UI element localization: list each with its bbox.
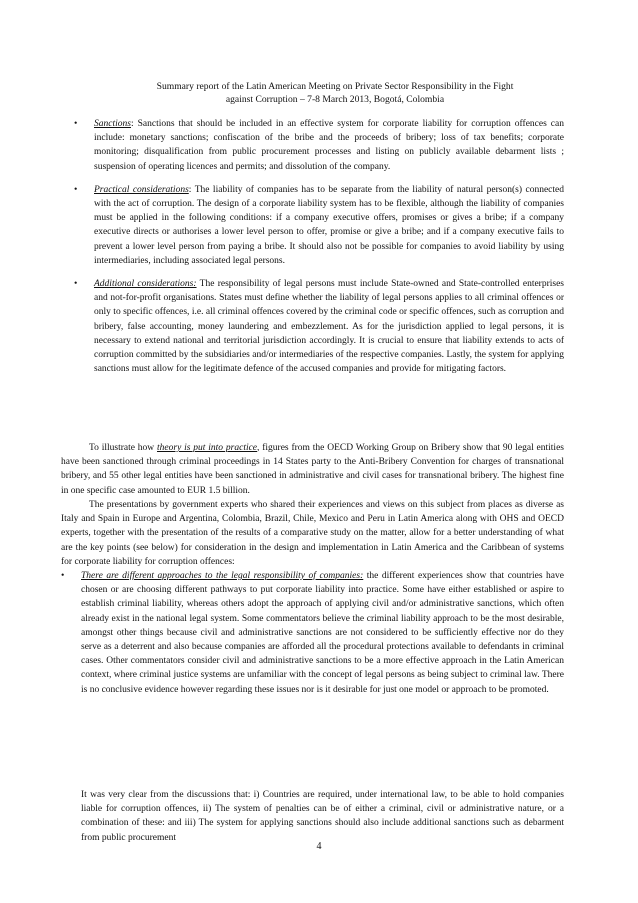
list-item: [61, 569, 564, 697]
list-item-lead: Additional considerations:: [94, 279, 197, 290]
list-item-text: The responsibility of legal persons must include State-owned and State-controlled enterprises and not-for-profit organisations. States must define whether the liability of legal persons applies to all criminal offences or only to specific offences, i.e. all criminal offences covered by the criminal code or specific offences, such as corruption and bribery, false accounting, money laundering and embezzlement. As for the jurisdiction applied to legal persons, it is necessary to extend national and territorial jurisdiction accordingly. It is crucial to ensure that liability extends to acts of corruption committed by the subsidiaries and/or intermediaries of the respective companies. Lastly, the system for applying sanctions must allow for the legitimate defence of the accused companies and provide for mitigating factors.: [94, 279, 565, 375]
header-line-1: Summary report of the Latin American Meeting on Private Sector Responsibility in the Fight: [156, 81, 514, 92]
header-line-2: against Corruption – 7-8 March 2013, Bogotá, Colombia: [225, 94, 445, 105]
list-item-lead: There are different approaches to the legal responsibility of companies:: [81, 571, 364, 581]
list-item-text: the different experiences show that countries have chosen or are choosing different pathways to put corporate liability into practice. Some have either established or aspire to establish criminal liability, whereas others adopt the approach of applying civil and/or administrative sanctions, which often already exist in the national legal system. Some commentators believe the criminal liability approach to be the most desirable, amongst other things because civil and administrative sanctions are not considered to be sufficiently effective nor do they serve as a deterrent and also because companies are afforded all the procedural protections available to defendants in criminal cases. Other commentators consider civil and administrative sanctions to be a more effective approach in the Latin American context, where criminal justice systems are unfamiliar with the concept of legal persons as being subject to criminal law. There is no conclusive evidence however regarding these issues nor is it desirable for just one model or approach to be promoted.: [81, 571, 564, 695]
paragraph-discussion-summary: It was very clear from the discussions that: i) Countries are required, under international law, to be able to hold companies liable for corruption offences, ii) The system of penalties can be of either a criminal, civil or administrative nature, or a combination of these: and iii) The system for applying sanctions should also include additional sanctions such as debarment from public procurement: [81, 790, 564, 843]
list-item-text: : Sanctions that should be included in an effective system for corporate liability for corruption offences can include: monetary sanctions; confiscation of the bribe and the proceeds of bribery; loss of tax benefits; corporate monitoring; disqualification from public procurement processes and listing on publicly available debarment lists ; suspension of operating licences and permits; and dissolution of the company.: [94, 119, 564, 172]
list-item: [74, 277, 564, 376]
bullet-icon: •: [74, 279, 78, 290]
considerations-list: [74, 117, 564, 385]
list-item-lead: Practical considerations: [94, 184, 189, 195]
bullet-icon: •: [74, 119, 78, 129]
list-item: [74, 117, 564, 174]
list-item: [74, 183, 564, 268]
page-number: 4: [316, 841, 322, 852]
list-item-lead: Sanctions: [94, 119, 131, 129]
report-header: [60, 80, 580, 106]
bullet-icon: •: [61, 571, 65, 581]
list-item-text: : The liability of companies has to be separate from the liability of natural person(s) connected with the act of corruption. The design of a corporate liability system has to be flexible, although the liability of companies must be applied in the following conditions: if a company executive offers, promises or gives a bribe; if a company executive directs or authorises a lower level person to offer, promise or give a bribe; and if a company executive fails to prevent a lower level person from paying a bribe. It should also not be possible for companies to avoid liability by using intermediaries, including associated legal persons.: [94, 184, 564, 266]
paragraph-oecd-figures: To illustrate how theory is put into practice, figures from the OECD Working Group on Bribery show that 90 legal entities have been sanctioned through criminal proceedings in 14 States party to the Anti-Bribery Convention for charges of transnational bribery, and 55 other legal entities have been sanctioned in administrative and civil cases for transnational bribery. The highest fine in one specific case amounted to EUR 1.5 billion.: [61, 443, 564, 496]
bullet-icon: •: [74, 184, 78, 195]
paragraph-lead: theory is put into practice: [157, 443, 258, 453]
paragraph-presentations: The presentations by government experts who shared their experiences and views on this subject from places as diverse as Italy and Spain in Europe and Argentina, Colombia, Brazil, Chile, Mexico and Peru in Latin America along with OHS and OECD experts, together with the presentation of the results of a comparative study on the matter, allow for a better understanding of what are the key points (see below) for consideration in the design and implementation in Latin America and the Caribbean of systems for corporate liability for corruption offences:: [61, 500, 564, 567]
